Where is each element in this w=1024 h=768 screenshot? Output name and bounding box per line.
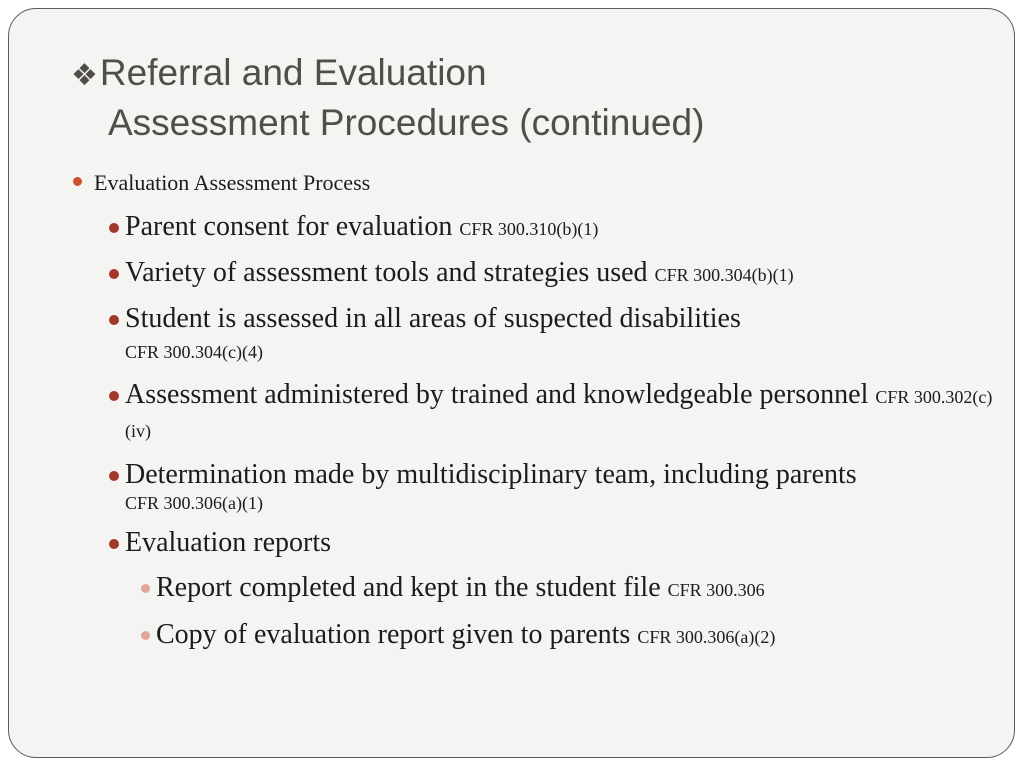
bullet-trained-personnel [71, 379, 1006, 447]
bullet-evaluation-assessment-process [71, 167, 1006, 199]
bullet-dot-icon [109, 315, 119, 325]
cfr-citation: CFR 300.306(a)(2) [637, 627, 776, 647]
bullet-dot-icon [109, 269, 119, 279]
bullet-dot-icon [109, 471, 119, 481]
bullet-text: Evaluation Assessment Process [94, 170, 371, 195]
bullet-all-areas-assessed [71, 303, 1006, 367]
bullet-dot-icon [73, 177, 82, 186]
bullet-evaluation-reports [71, 527, 1006, 559]
cfr-citation: CFR 300.306 [667, 580, 765, 600]
title-line-1 [71, 49, 704, 99]
bullet-text: Assessment administered by trained and knowledgeable personnel [125, 379, 869, 410]
subbullet-copy-to-parents [71, 619, 1006, 653]
slide-content [71, 167, 1006, 653]
slide-title [71, 49, 704, 146]
bullet-text: Parent consent for evaluation [125, 211, 453, 242]
bullet-variety-of-tools [71, 257, 1006, 291]
cfr-citation: CFR 300.306(a)(1) [125, 493, 263, 513]
diamond-bullet-icon: ❖ [71, 59, 98, 92]
bullet-dot-icon [109, 539, 119, 549]
bullet-text: Evaluation reports [125, 527, 332, 558]
cfr-citation: CFR 300.304(c)(4) [125, 342, 263, 362]
subbullet-report-completed [71, 572, 1006, 606]
bullet-dot-icon [109, 223, 119, 233]
bullet-dot-icon [109, 391, 119, 401]
bullet-dot-icon [141, 631, 150, 640]
slide [8, 8, 1015, 758]
title-line-2: Assessment Procedures (continued) [108, 102, 705, 143]
bullet-parent-consent [71, 211, 1006, 245]
bullet-text: Copy of evaluation report given to parents [156, 619, 631, 650]
bullet-text: Variety of assessment tools and strategies used [125, 257, 648, 288]
bullet-multidisciplinary-team [71, 459, 1006, 515]
bullet-dot-icon [141, 584, 150, 593]
cfr-citation: CFR 300.304(b)(1) [654, 265, 794, 285]
bullet-text: Report completed and kept in the student file [156, 572, 661, 603]
bullet-text: Student is assessed in all areas of suspected disabilities [125, 303, 741, 334]
bullet-text: Determination made by multidisciplinary team, including parents [125, 459, 857, 490]
title-line-1-text: Referral and Evaluation [99, 52, 487, 93]
cfr-citation: CFR 300.302(c)(iv) [125, 387, 993, 441]
cfr-citation: CFR 300.310(b)(1) [459, 219, 599, 239]
